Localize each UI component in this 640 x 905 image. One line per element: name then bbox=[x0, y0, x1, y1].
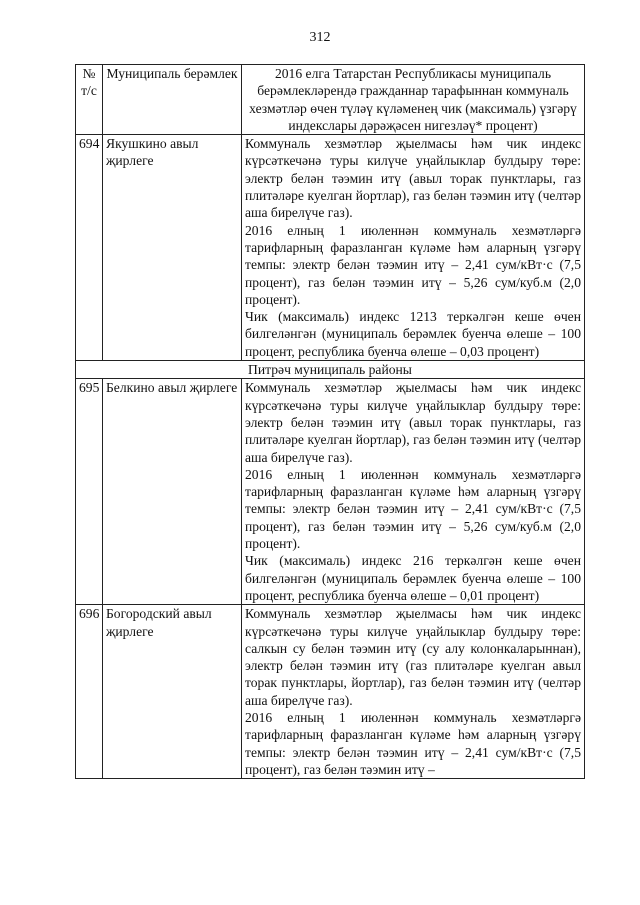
header-description: 2016 елга Татарстан Республикасы муниципаль берәмлекләрендә гражданнар тарафыннан коммуналь хезмәтләр өчен түләү күләменең чик (максималь) үзгәрү индекслары дәрәҗәсен нигезләү* процент) bbox=[242, 65, 585, 135]
row-description bbox=[242, 605, 585, 779]
description-paragraph: Коммуналь хезмәтләр җыелмасы һәм чик индекс күрсәткечәнә туры килүче уңайлыклар булдыру төре: электр белән тәэмин итү (авыл торак пунктлары, газ плитәләре куелган йортлар), газ белән тәэмин итү (челтәр аша бирелүче газ). bbox=[245, 136, 581, 221]
row-description bbox=[242, 135, 585, 361]
description-paragraph: Коммуналь хезмәтләр җыелмасы һәм чик индекс күрсәткечәнә туры килүче уңайлыклар булдыру төре: салкын су белән тәэмин итү (су алу колонкаларыннан), электр белән тәэмин итү (газ плитәләре куелган авыл торак пунктлары, йортлар), газ белән тәэмин итү (челтәр аша бирелүче газ). bbox=[245, 606, 581, 708]
tariff-table bbox=[75, 64, 585, 779]
row-municipality: Белкино авыл җирлеге bbox=[103, 379, 242, 605]
description-paragraph: Коммуналь хезмәтләр җыелмасы һәм чик индекс күрсәткечәнә туры килүче уңайлыклар булдыру төре: электр белән тәэмин итү (авыл торак пунктлары, газ плитәләре куелган йортлар), газ белән тәэмин итү (челтәр аша бирелүче газ). bbox=[245, 380, 581, 465]
description-paragraph: 2016 елның 1 июленнән коммуналь хезмәтләргә тарифларның фаразланган күләме һәм аларның үзгәрү темпы: электр белән тәэмин итү – 2,41 сум/кВт·с (7,5 процент), газ белән тәэмин итү – 5,26 сум/куб.м (2,0 процент). bbox=[245, 466, 581, 552]
table-row bbox=[76, 605, 585, 779]
row-description bbox=[242, 379, 585, 605]
row-municipality: Якушкино авыл җирлеге bbox=[103, 135, 242, 361]
table-header-row bbox=[76, 65, 585, 135]
description-paragraph: Чик (максималь) индекс 216 теркәлгән кеше өчен билгеләнгән (муниципаль берәмлек буенча өлеше – 100 процент, республика буенча өлеше – 0,01 процент) bbox=[245, 553, 581, 603]
district-section-title: Питрәч муниципаль районы bbox=[76, 361, 585, 379]
district-section-row bbox=[76, 361, 585, 379]
header-num: № т/с bbox=[76, 65, 103, 135]
row-number: 696 bbox=[76, 605, 103, 779]
page-number: 312 bbox=[309, 30, 331, 45]
description-paragraph: 2016 елның 1 июленнән коммуналь хезмәтләргә тарифларның фаразланган күләме һәм аларның үзгәрү темпы: электр белән тәэмин итү – 2,41 сум/кВт·с (7,5 процент), газ белән тәэмин итү – 5,26 сум/куб.м (2,0 процент). bbox=[245, 222, 581, 307]
header-municipality: Муниципаль берәмлек bbox=[103, 65, 242, 135]
table-row bbox=[76, 379, 585, 605]
page-bottom-margin bbox=[0, 831, 640, 905]
row-municipality: Богородский авыл җирлеге bbox=[103, 605, 242, 779]
table-row bbox=[76, 135, 585, 361]
description-paragraph: 2016 елның 1 июленнән коммуналь хезмәтләргә тарифларның фаразланган күләме һәм аларның үзгәрү темпы: электр белән тәэмин итү – 2,41 сум/кВт·с (7,5 процент), газ белән тәэмин итү – bbox=[245, 709, 581, 777]
description-paragraph: Чик (максималь) индекс 1213 теркәлгән кеше өчен билгеләнгән (муниципаль берәмлек буенча өлеше – 100 процент, республика буенча өлеше – 0,03 процент) bbox=[245, 309, 581, 359]
row-number: 695 bbox=[76, 379, 103, 605]
row-number: 694 bbox=[76, 135, 103, 361]
